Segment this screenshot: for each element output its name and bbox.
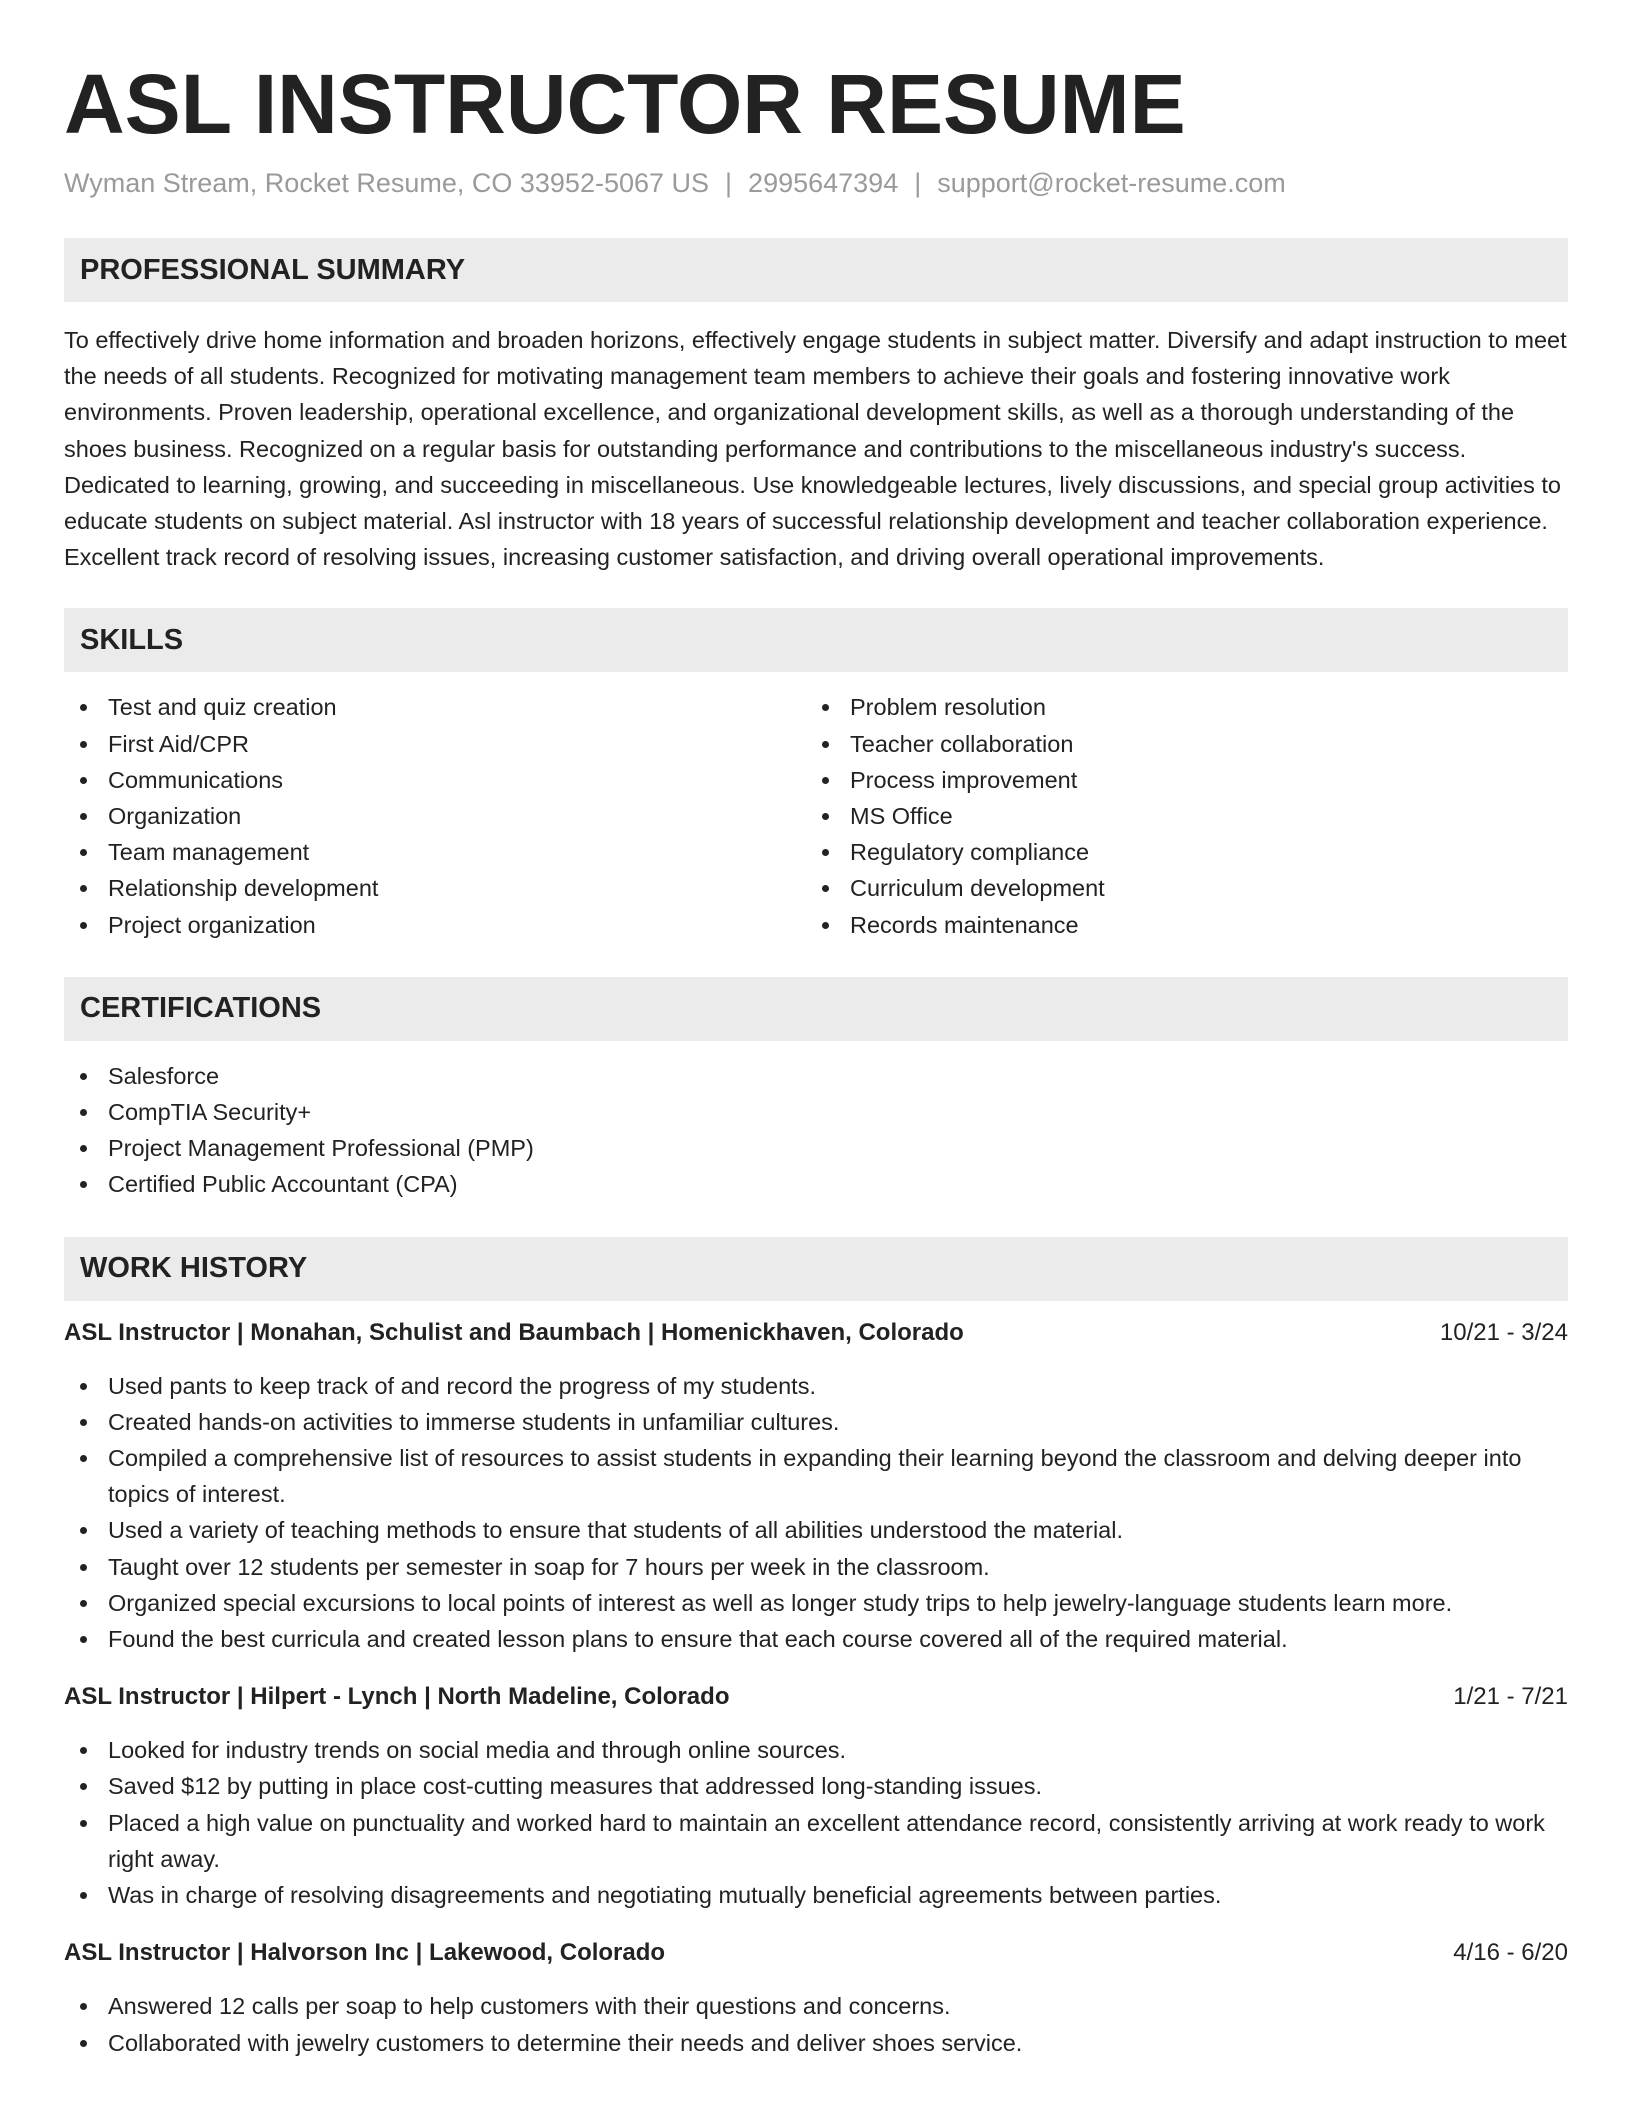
skill-item: Test and quiz creation xyxy=(64,689,806,725)
job-bullet: Placed a high value on punctuality and worked hard to maintain an excellent attendance record, consistently arriving at work ready to work right away. xyxy=(64,1805,1568,1877)
job-entry xyxy=(64,1935,1568,2060)
skill-item: Relationship development xyxy=(64,870,806,906)
contact-phone: 2995647394 xyxy=(748,168,899,198)
resume-title: ASL INSTRUCTOR RESUME xyxy=(64,57,1186,151)
certification-item: Salesforce xyxy=(64,1058,1568,1094)
job-bullet: Collaborated with jewelry customers to determine their needs and deliver shoes service. xyxy=(64,2025,1568,2061)
job-bullets xyxy=(64,1368,1568,1658)
job-title: ASL Instructor | Monahan, Schulist and Baumbach | Homenickhaven, Colorado xyxy=(64,1318,964,1346)
job-bullet: Used pants to keep track of and record the progress of my students. xyxy=(64,1368,1568,1404)
job-bullet: Created hands-on activities to immerse students in unfamiliar cultures. xyxy=(64,1404,1568,1440)
skill-item: Organization xyxy=(64,798,806,834)
job-bullets xyxy=(64,1732,1568,1913)
certification-item: CompTIA Security+ xyxy=(64,1094,1568,1130)
section-header-work-history: WORK HISTORY xyxy=(64,1237,1568,1301)
skill-item: Communications xyxy=(64,762,806,798)
job-bullet: Was in charge of resolving disagreements and negotiating mutually beneficial agreements between parties. xyxy=(64,1877,1568,1913)
skill-item: Team management xyxy=(64,834,806,870)
job-header xyxy=(64,1315,1568,1351)
skill-item: MS Office xyxy=(806,798,1548,834)
skill-item: First Aid/CPR xyxy=(64,726,806,762)
skill-item: Project organization xyxy=(64,907,806,943)
job-bullet: Organized special excursions to local points of interest as well as longer study trips to help jewelry-language students learn more. xyxy=(64,1585,1568,1621)
certification-item: Project Management Professional (PMP) xyxy=(64,1130,1568,1166)
job-bullet: Found the best curricula and created lesson plans to ensure that each course covered all of the required material. xyxy=(64,1621,1568,1657)
contact-line xyxy=(64,166,1568,200)
resume-page xyxy=(64,0,1568,2061)
job-bullet: Answered 12 calls per soap to help customers with their questions and concerns. xyxy=(64,1988,1568,2024)
job-bullet: Used a variety of teaching methods to ensure that students of all abilities understood the material. xyxy=(64,1512,1568,1548)
job-header xyxy=(64,1935,1568,1971)
job-dates: 4/16 - 6/20 xyxy=(1453,1939,1568,1967)
contact-separator: | xyxy=(725,168,733,198)
job-title: ASL Instructor | Halvorson Inc | Lakewood, Colorado xyxy=(64,1939,666,1967)
skill-item: Regulatory compliance xyxy=(806,834,1548,870)
skills-list-left xyxy=(64,689,806,942)
job-bullets xyxy=(64,1988,1568,2060)
contact-separator: | xyxy=(914,168,922,198)
section-header-certifications: CERTIFICATIONS xyxy=(64,977,1568,1041)
job-entry xyxy=(64,1315,1568,1658)
skills-list-right xyxy=(806,689,1548,942)
section-header-summary: PROFESSIONAL SUMMARY xyxy=(64,238,1568,302)
job-dates: 1/21 - 7/21 xyxy=(1453,1683,1568,1711)
skill-item: Problem resolution xyxy=(806,689,1548,725)
section-header-skills: SKILLS xyxy=(64,608,1568,672)
summary-text: To effectively drive home information and broaden horizons, effectively engage students in subject matter. Diversify and adapt instruction to meet the needs of all students. Recognized for motivating management team members to achieve their goals and fostering innovative work environments. Proven leadership, operational excellence, and organizational development skills, as well as a thorough understanding of the shoes business. Recognized on a regular basis for outstanding performance and contributions to the miscellaneous industry's success. Dedicated to learning, growing, and succeeding in miscellaneous. Use knowledgeable lectures, lively discussions, and special group activities to educate students on subject material. Asl instructor with 18 years of successful relationship development and teacher collaboration experience. Excellent track record of resolving issues, increasing customer satisfaction, and driving overall operational improvements. xyxy=(64,327,1567,571)
skill-item: Curriculum development xyxy=(806,870,1548,906)
skill-item: Teacher collaboration xyxy=(806,726,1548,762)
job-bullet: Taught over 12 students per semester in soap for 7 hours per week in the classroom. xyxy=(64,1549,1568,1585)
certifications-list xyxy=(64,1058,1568,1203)
work-history-list xyxy=(64,1315,1568,2061)
job-bullet: Saved $12 by putting in place cost-cutting measures that addressed long-standing issues. xyxy=(64,1768,1568,1804)
contact-email[interactable]: support@rocket-resume.com xyxy=(937,168,1286,198)
job-header xyxy=(64,1679,1568,1715)
skill-item: Process improvement xyxy=(806,762,1548,798)
skills-grid xyxy=(64,689,1568,942)
contact-address: Wyman Stream, Rocket Resume, CO 33952-5067 US xyxy=(64,168,710,198)
job-bullet: Looked for industry trends on social media and through online sources. xyxy=(64,1732,1568,1768)
job-dates: 10/21 - 3/24 xyxy=(1439,1318,1568,1346)
job-entry xyxy=(64,1679,1568,1913)
skill-item: Records maintenance xyxy=(806,907,1548,943)
job-bullet: Compiled a comprehensive list of resources to assist students in expanding their learning beyond the classroom and delving deeper into topics of interest. xyxy=(64,1440,1568,1512)
certification-item: Certified Public Accountant (CPA) xyxy=(64,1166,1568,1202)
job-title: ASL Instructor | Hilpert - Lynch | North Madeline, Colorado xyxy=(64,1683,730,1711)
